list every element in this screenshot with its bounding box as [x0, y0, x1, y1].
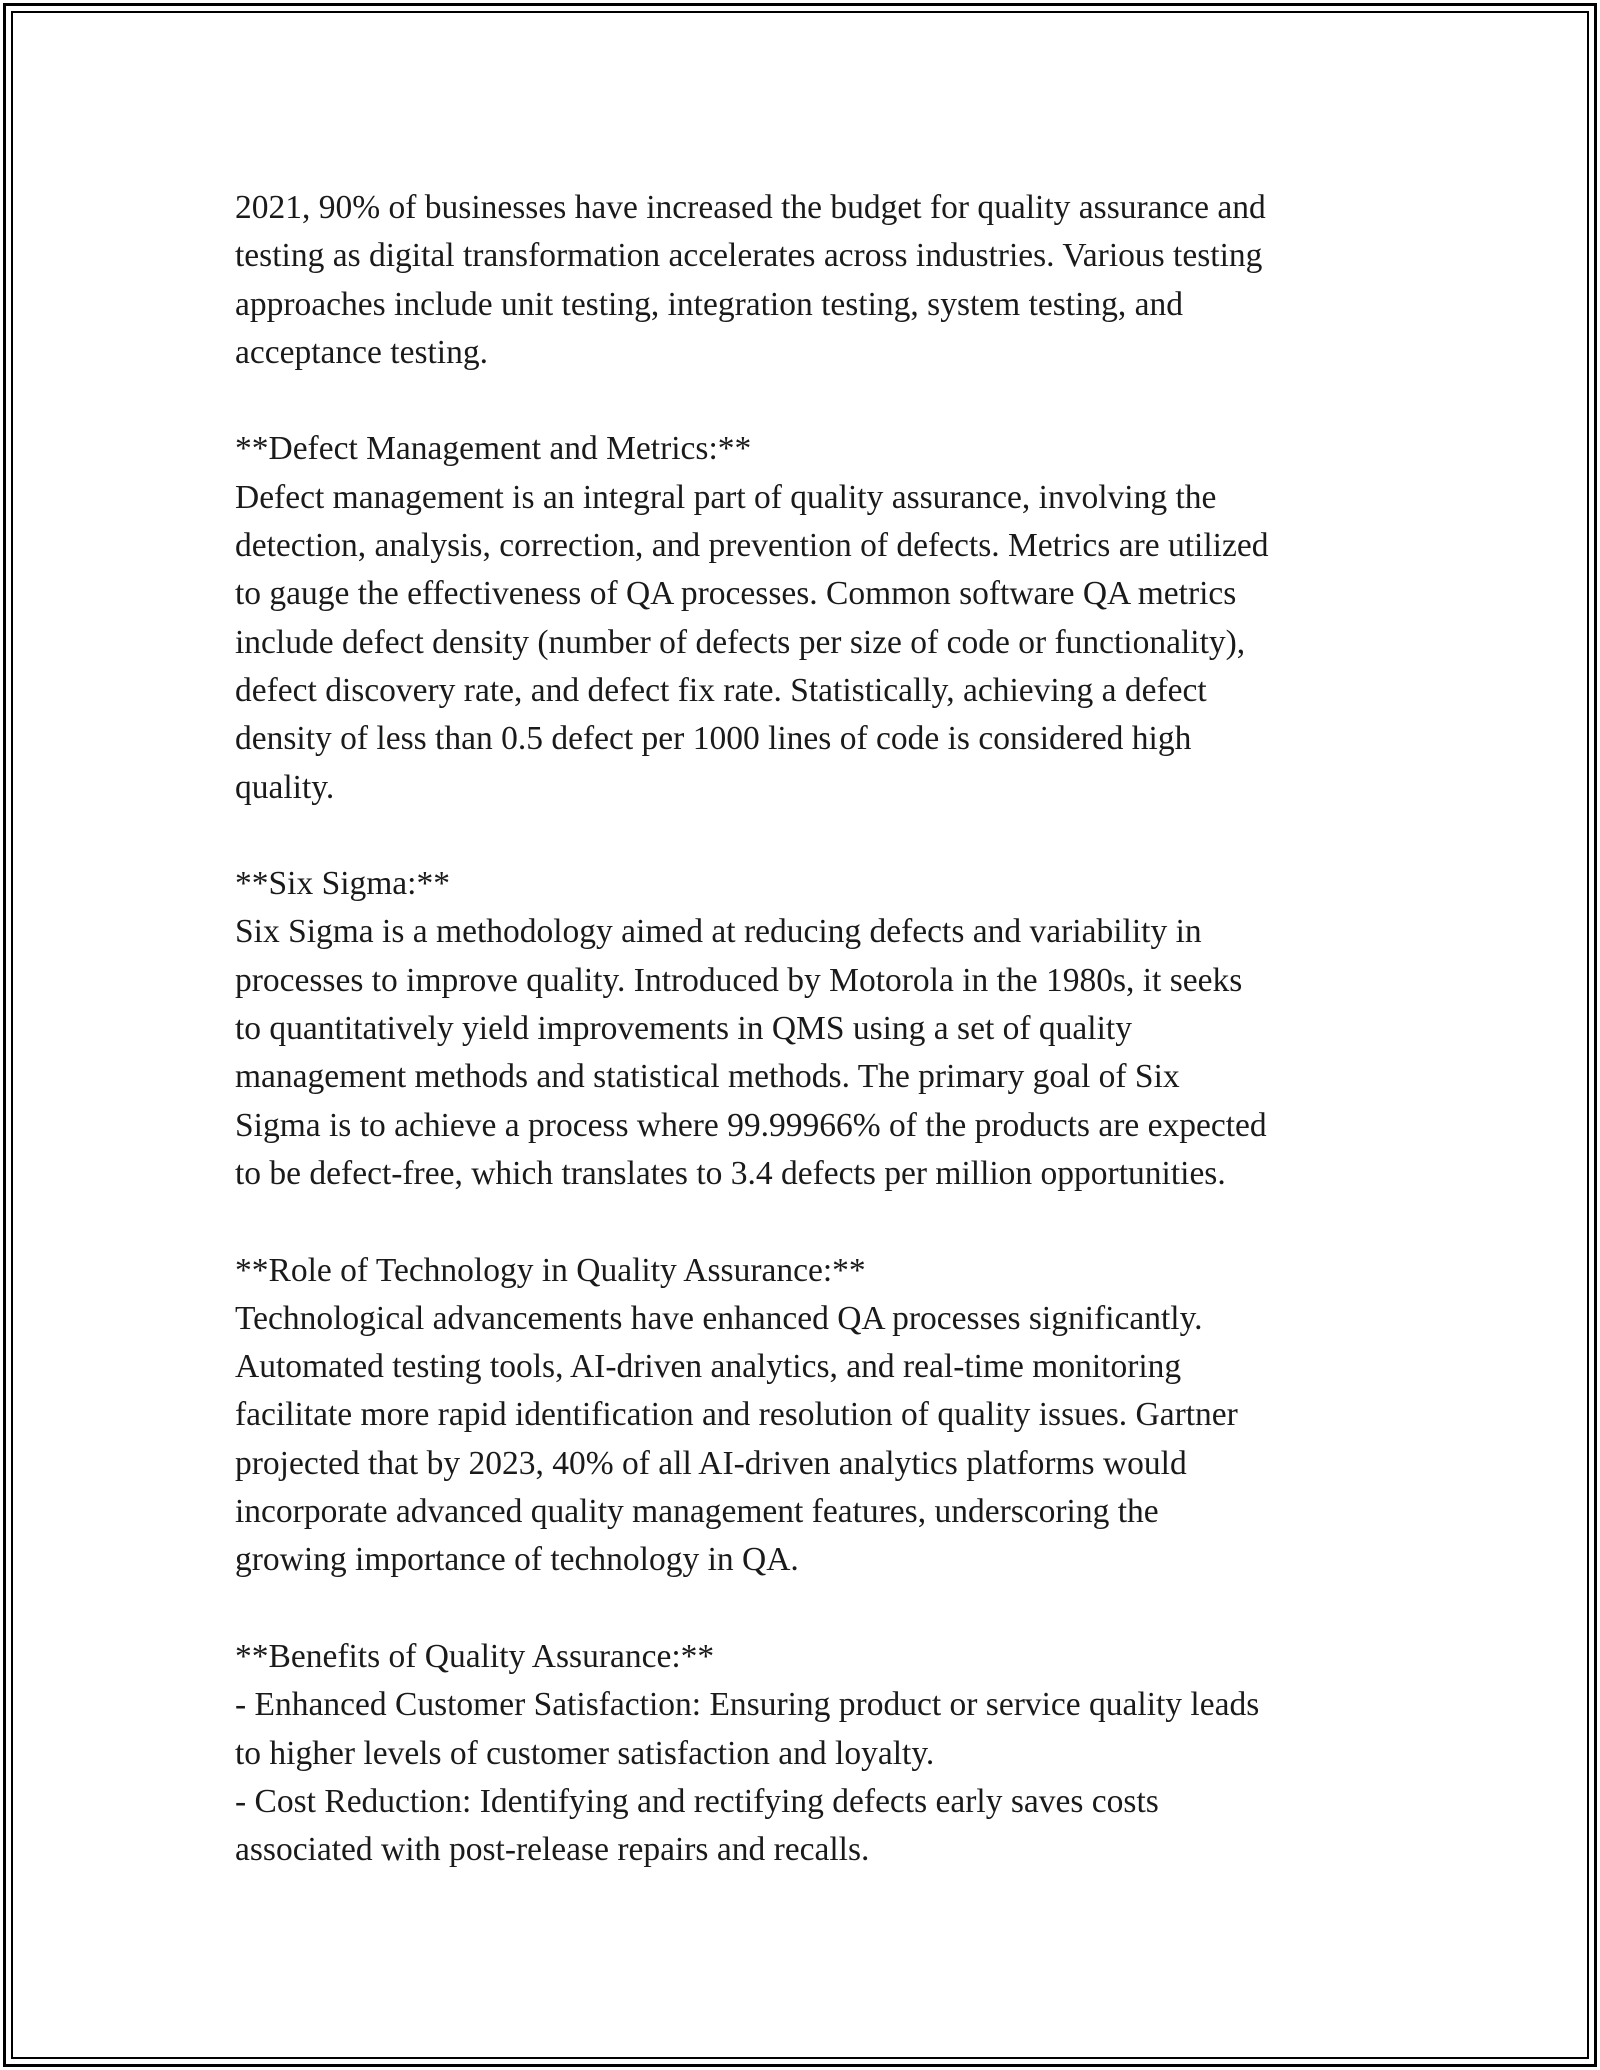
text-line: incorporate advanced quality management features, underscoring the: [235, 1493, 1159, 1531]
text-line: growing importance of technology in QA.: [235, 1541, 799, 1579]
text-line: Automated testing tools, AI-driven analytics, and real-time monitoring: [235, 1348, 1182, 1386]
text-line: management methods and statistical methods. The primary goal of Six: [235, 1058, 1180, 1096]
intro-paragraph: [235, 184, 1385, 377]
section-heading: **Benefits of Quality Assurance:**: [235, 1637, 715, 1675]
text-line: detection, analysis, correction, and prevention of defects. Metrics are utilized: [235, 527, 1269, 565]
text-line: to be defect-free, which translates to 3.4 defects per million opportunities.: [235, 1154, 1226, 1192]
text-line: acceptance testing.: [235, 333, 488, 371]
text-line: - Enhanced Customer Satisfaction: Ensuring product or service quality leads: [235, 1686, 1260, 1724]
section-heading: **Role of Technology in Quality Assurance:**: [235, 1251, 866, 1289]
text-line: to higher levels of customer satisfaction and loyalty.: [235, 1734, 935, 1772]
text-line: density of less than 0.5 defect per 1000 lines of code is considered high: [235, 720, 1192, 758]
text-line: facilitate more rapid identification and resolution of quality issues. Gartner: [235, 1396, 1238, 1434]
section-defect-management: [235, 425, 1385, 811]
text-line: Sigma is to achieve a process where 99.99966% of the products are expected: [235, 1106, 1267, 1144]
section-heading: **Defect Management and Metrics:**: [235, 430, 752, 468]
text-line: approaches include unit testing, integration testing, system testing, and: [235, 285, 1184, 323]
text-line: defect discovery rate, and defect fix rate. Statistically, achieving a defect: [235, 671, 1207, 709]
text-line: testing as digital transformation accelerates across industries. Various testing: [235, 237, 1263, 275]
text-line: Technological advancements have enhanced QA processes significantly.: [235, 1299, 1203, 1337]
section-six-sigma: [235, 860, 1385, 1198]
section-qa-benefits: [235, 1633, 1385, 1874]
text-line: Six Sigma is a methodology aimed at reducing defects and variability in: [235, 913, 1202, 951]
text-line: - Cost Reduction: Identifying and rectifying defects early saves costs: [235, 1782, 1159, 1820]
text-line: 2021, 90% of businesses have increased the budget for quality assurance and: [235, 189, 1266, 226]
text-line: quality.: [235, 768, 335, 806]
section-heading: **Six Sigma:**: [235, 865, 450, 903]
text-line: processes to improve quality. Introduced by Motorola in the 1980s, it seeks: [235, 961, 1243, 999]
text-line: projected that by 2023, 40% of all AI-driven analytics platforms would: [235, 1444, 1187, 1482]
text-line: associated with post-release repairs and recalls.: [235, 1831, 870, 1869]
section-technology-role: [235, 1247, 1385, 1585]
text-line: include defect density (number of defects per size of code or functionality),: [235, 623, 1246, 661]
document-body: [235, 184, 1385, 1923]
text-line: to quantitatively yield improvements in QMS using a set of quality: [235, 1010, 1132, 1048]
text-line: to gauge the effectiveness of QA processes. Common software QA metrics: [235, 575, 1237, 613]
text-line: Defect management is an integral part of quality assurance, involving the: [235, 478, 1217, 516]
